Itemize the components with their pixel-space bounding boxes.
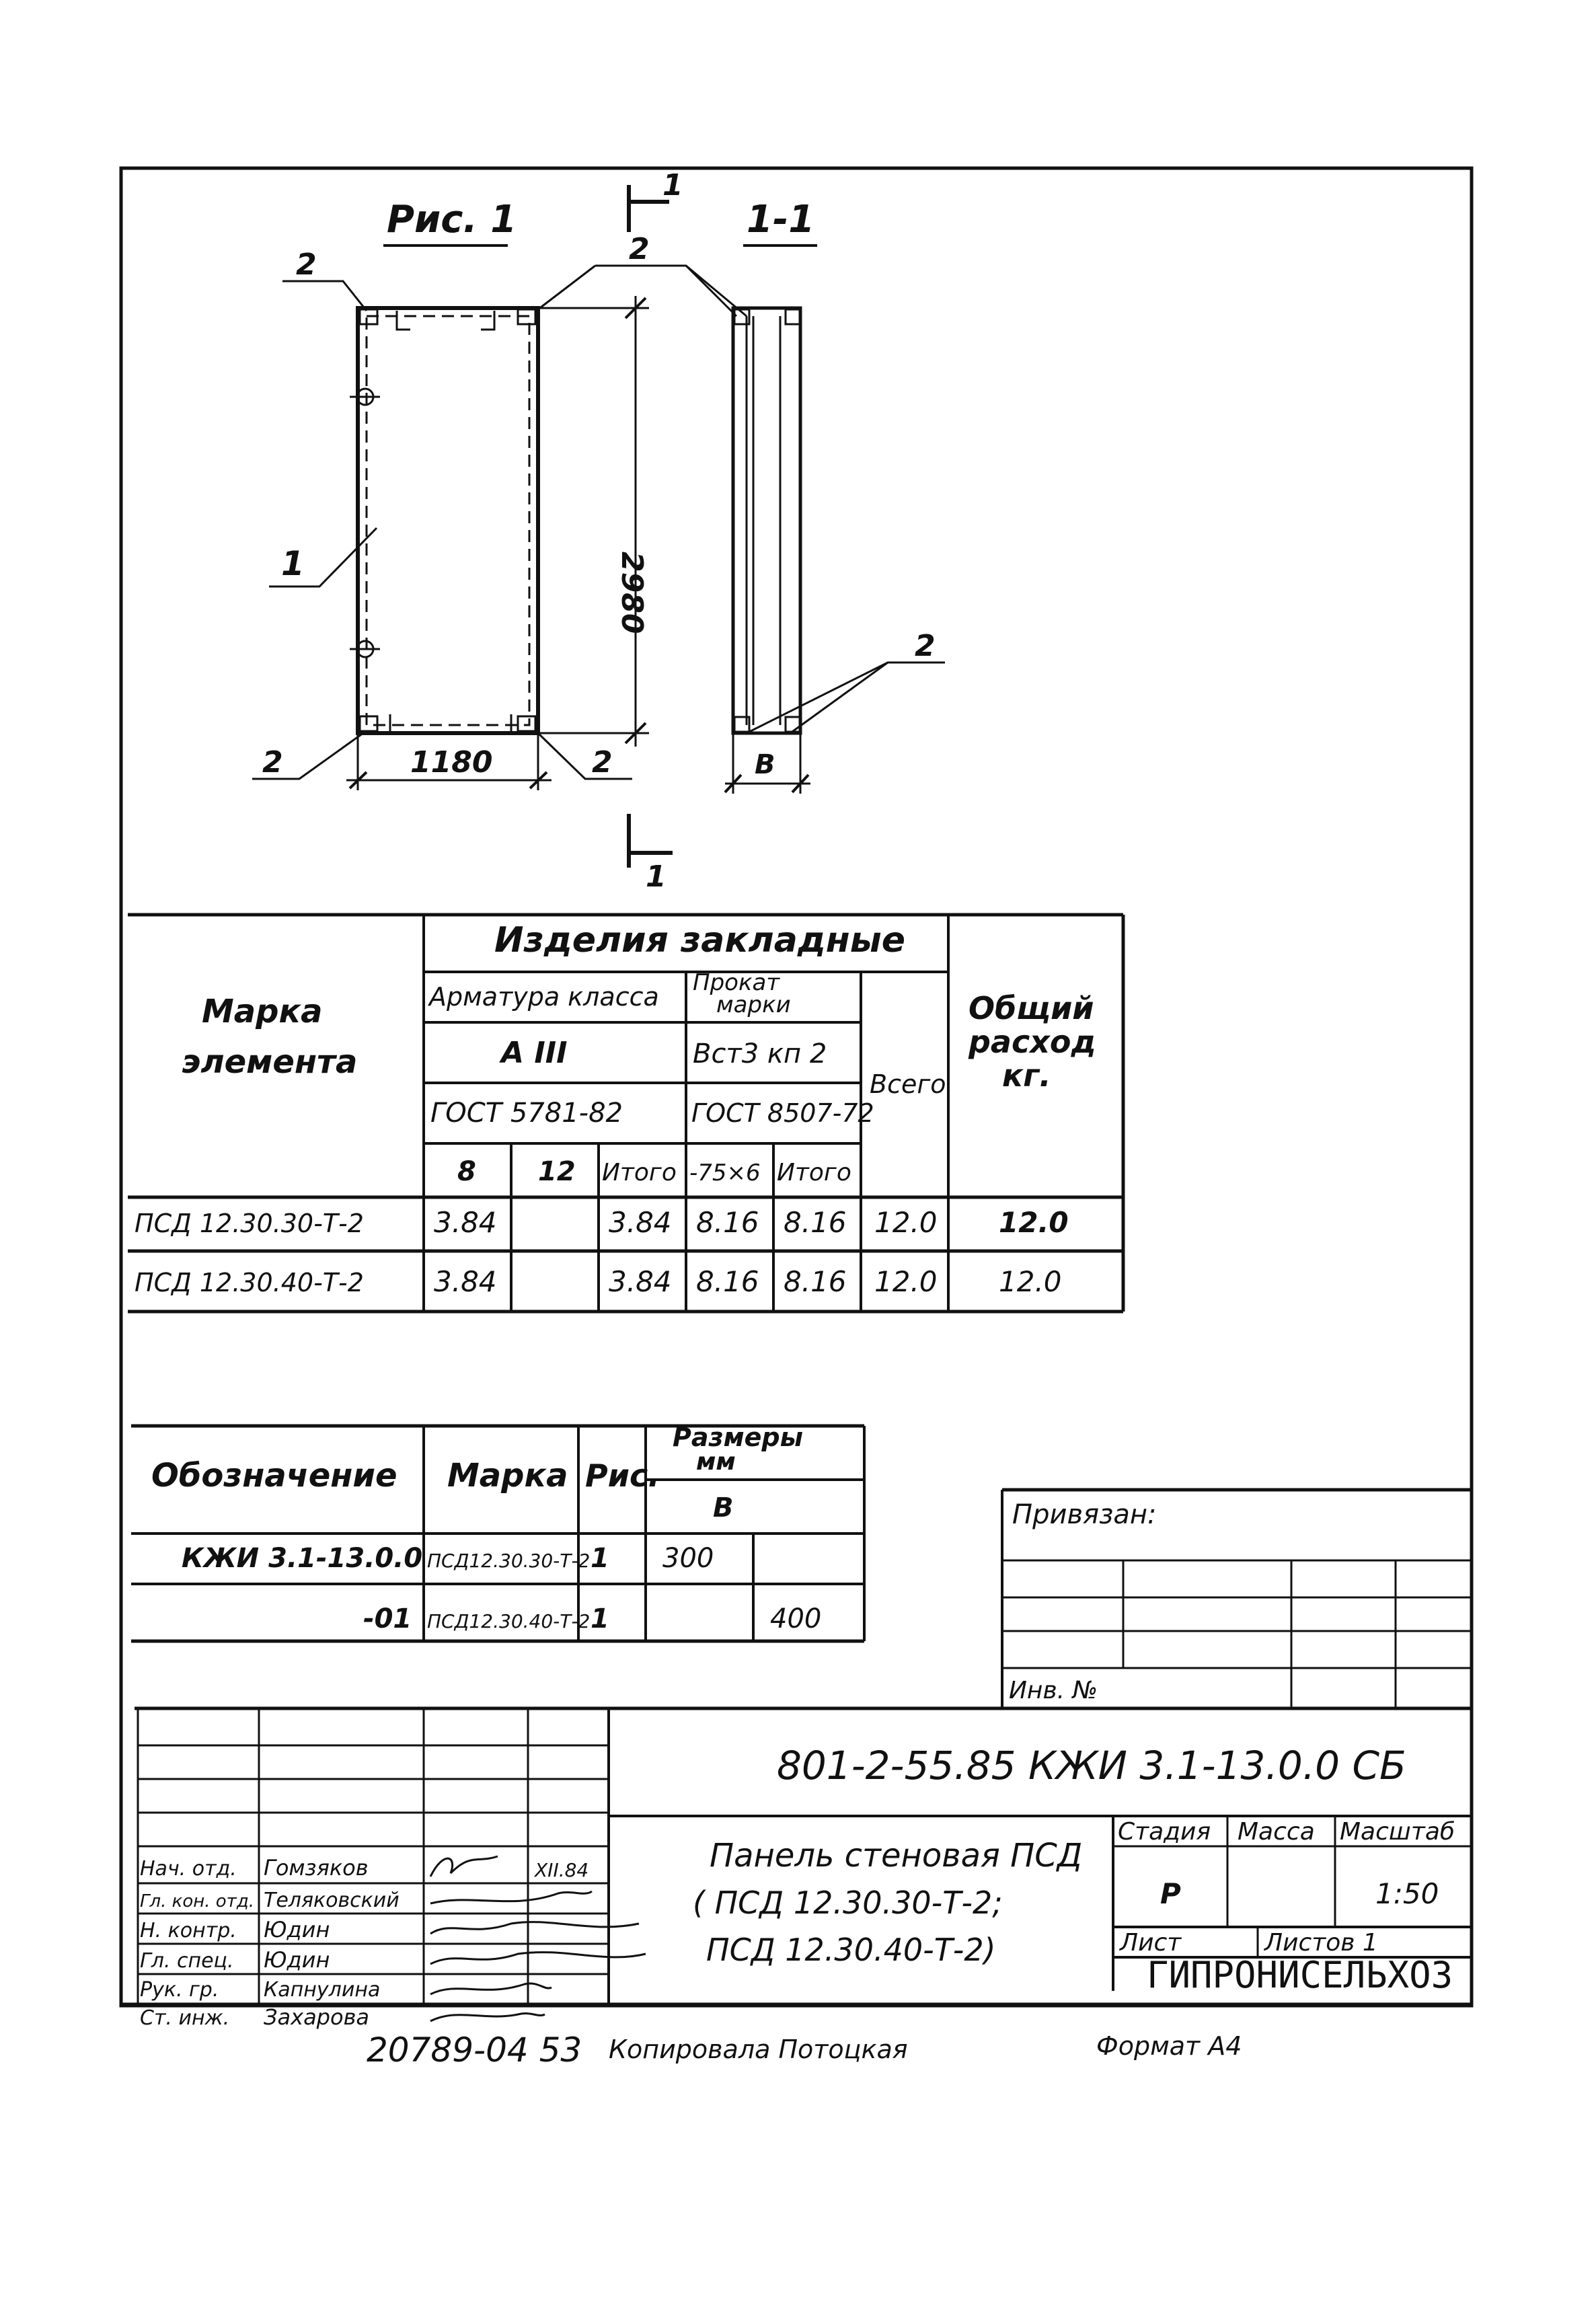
signature-6 bbox=[430, 2014, 545, 2021]
svg-text:3.84: 3.84 bbox=[434, 1265, 497, 1298]
table-row: ПСД 12.30.30-Т-2 bbox=[135, 1209, 364, 1238]
sheet-frame bbox=[121, 168, 1472, 2006]
svg-text:Капнулина: Капнулина bbox=[264, 1978, 381, 2002]
signature-2 bbox=[430, 1891, 592, 1903]
svg-text:12: 12 bbox=[538, 1156, 576, 1187]
dimension-height bbox=[538, 296, 649, 747]
svg-text:12.0: 12.0 bbox=[999, 1265, 1062, 1298]
svg-text:12.0: 12.0 bbox=[999, 1206, 1069, 1239]
binding-block bbox=[1002, 1490, 1472, 1708]
title-block bbox=[121, 1708, 1472, 2030]
scale-label: Масштаб bbox=[1340, 1818, 1455, 1846]
figure-title: Рис. 1 bbox=[387, 198, 517, 241]
svg-text:1: 1 bbox=[591, 1543, 609, 1574]
date-value: XII.84 bbox=[535, 1859, 589, 1881]
svg-text:Гл. кон. отд.: Гл. кон. отд. bbox=[140, 1891, 255, 1911]
col-b: B bbox=[713, 1492, 734, 1523]
col-sizes-2: мм bbox=[696, 1448, 736, 1476]
svg-text:Юдин: Юдин bbox=[264, 1947, 330, 1973]
svg-text:8.16: 8.16 bbox=[784, 1206, 847, 1239]
svg-text:2: 2 bbox=[629, 232, 650, 266]
footer-format: Формат А4 bbox=[1096, 2031, 1242, 2061]
signature-1 bbox=[430, 1856, 498, 1877]
section-marker-bottom bbox=[629, 814, 673, 894]
svg-text:1: 1 bbox=[646, 860, 667, 894]
svg-text:8.16: 8.16 bbox=[696, 1265, 759, 1298]
footer-copied: Копировала Потоцкая bbox=[609, 2035, 908, 2064]
section-title: 1-1 bbox=[747, 198, 815, 241]
header-armature: Арматура класса bbox=[429, 982, 659, 1012]
svg-text:Теляковский: Теляковский bbox=[264, 1889, 400, 1912]
svg-text:Н. контр.: Н. контр. bbox=[140, 1919, 237, 1942]
svg-text:1: 1 bbox=[662, 168, 683, 202]
col-fig: Рис. bbox=[585, 1458, 660, 1494]
svg-text:8.16: 8.16 bbox=[784, 1265, 847, 1298]
col-mark: Марка bbox=[447, 1457, 568, 1494]
stage-label: Стадия bbox=[1118, 1818, 1211, 1846]
header-total: Всего bbox=[870, 1069, 946, 1099]
table-row: -01 bbox=[363, 1603, 412, 1634]
svg-text:B: B bbox=[755, 749, 775, 780]
svg-text:12.0: 12.0 bbox=[874, 1206, 938, 1239]
dimensions-table bbox=[131, 1423, 864, 1641]
footer-number: 20789-04 53 bbox=[367, 2031, 582, 2070]
svg-text:2: 2 bbox=[296, 248, 317, 282]
svg-text:1: 1 bbox=[591, 1603, 609, 1634]
title-line-1: Панель стеновая ПСД bbox=[710, 1837, 1083, 1875]
mass-label: Масса bbox=[1238, 1818, 1315, 1846]
section-marker-top bbox=[629, 168, 683, 232]
callout-leaders bbox=[252, 232, 747, 780]
col-designation: Обозначение bbox=[151, 1457, 397, 1494]
svg-text:3.84: 3.84 bbox=[434, 1206, 497, 1239]
svg-text:2: 2 bbox=[592, 745, 613, 780]
table-row: ПСД 12.30.40-Т-2 bbox=[135, 1268, 364, 1297]
signature-4 bbox=[430, 1953, 646, 1964]
sheets-label: Листов 1 bbox=[1264, 1929, 1378, 1957]
header-rolled-2: марки bbox=[716, 991, 791, 1018]
dimension-width bbox=[346, 733, 552, 790]
svg-text:Итого: Итого bbox=[777, 1159, 851, 1186]
svg-text:400: 400 bbox=[770, 1603, 822, 1634]
col-mark-1: Марка bbox=[202, 993, 323, 1030]
svg-text:2: 2 bbox=[915, 629, 936, 663]
rolled-gost: ГОСТ 8507-72 bbox=[691, 1098, 874, 1128]
footer bbox=[367, 2031, 1242, 2070]
col-sizes-1: Размеры bbox=[673, 1423, 803, 1452]
col-flow-2: расход bbox=[968, 1024, 1096, 1060]
col-flow-1: Общий bbox=[968, 990, 1094, 1026]
svg-text:Захарова: Захарова bbox=[264, 2004, 370, 2030]
svg-text:3.84: 3.84 bbox=[609, 1265, 672, 1298]
svg-text:Нач. отд.: Нач. отд. bbox=[140, 1857, 237, 1881]
organization: ГИПРОНИСЕЛЬХОЗ bbox=[1147, 1954, 1453, 1996]
svg-text:Рук. гр.: Рук. гр. bbox=[140, 1978, 219, 2002]
svg-text:ПСД12.30.40-Т-2: ПСД12.30.40-Т-2 bbox=[427, 1610, 591, 1632]
svg-text:12.0: 12.0 bbox=[874, 1265, 938, 1298]
title-line-3: ПСД 12.30.40-Т-2) bbox=[706, 1932, 996, 1968]
panel-elevation bbox=[350, 308, 538, 733]
stage-value: Р bbox=[1160, 1877, 1181, 1910]
svg-text:Гомзяков: Гомзяков bbox=[264, 1855, 369, 1881]
armature-gost: ГОСТ 5781-82 bbox=[430, 1098, 623, 1129]
document-code: 801-2-55.85 КЖИ 3.1-13.0.0 СБ bbox=[777, 1743, 1406, 1788]
svg-text:2980: 2980 bbox=[615, 552, 649, 634]
header-embedded: Изделия закладные bbox=[494, 920, 905, 960]
col-flow-3: кг. bbox=[1002, 1057, 1051, 1094]
col-mark-2: элемента bbox=[182, 1043, 358, 1081]
embedded-parts-table bbox=[128, 915, 1123, 1312]
armature-class: A III bbox=[501, 1036, 568, 1070]
svg-text:1: 1 bbox=[281, 544, 305, 583]
binding-title: Привязан: bbox=[1012, 1499, 1157, 1530]
scale-value: 1:50 bbox=[1375, 1877, 1439, 1910]
svg-text:Гл. спец.: Гл. спец. bbox=[140, 1949, 234, 1973]
svg-text:300: 300 bbox=[662, 1543, 714, 1574]
section-view bbox=[725, 308, 945, 794]
rolled-grade: Вст3 кп 2 bbox=[693, 1038, 827, 1069]
signature-5 bbox=[430, 1983, 552, 1994]
svg-text:1180: 1180 bbox=[410, 745, 493, 780]
svg-text:8.16: 8.16 bbox=[696, 1206, 759, 1239]
svg-text:Итого: Итого bbox=[602, 1159, 677, 1186]
svg-text:ПСД12.30.30-Т-2: ПСД12.30.30-Т-2 bbox=[427, 1550, 591, 1572]
svg-text:2: 2 bbox=[262, 745, 283, 780]
svg-text:-75×6: -75×6 bbox=[689, 1160, 761, 1186]
svg-text:3.84: 3.84 bbox=[609, 1206, 672, 1239]
sheet-label: Лист bbox=[1120, 1929, 1182, 1957]
table-row: КЖИ 3.1-13.0.0 bbox=[182, 1543, 423, 1574]
svg-text:Юдин: Юдин bbox=[264, 1917, 330, 1942]
header-rolled-1: Прокат bbox=[693, 969, 780, 996]
inventory-label: Инв. № bbox=[1009, 1677, 1098, 1704]
title-line-2: ( ПСД 12.30.30-Т-2; bbox=[693, 1885, 1003, 1921]
svg-text:Ст. инж.: Ст. инж. bbox=[140, 2006, 230, 2030]
svg-text:8: 8 bbox=[457, 1156, 476, 1187]
